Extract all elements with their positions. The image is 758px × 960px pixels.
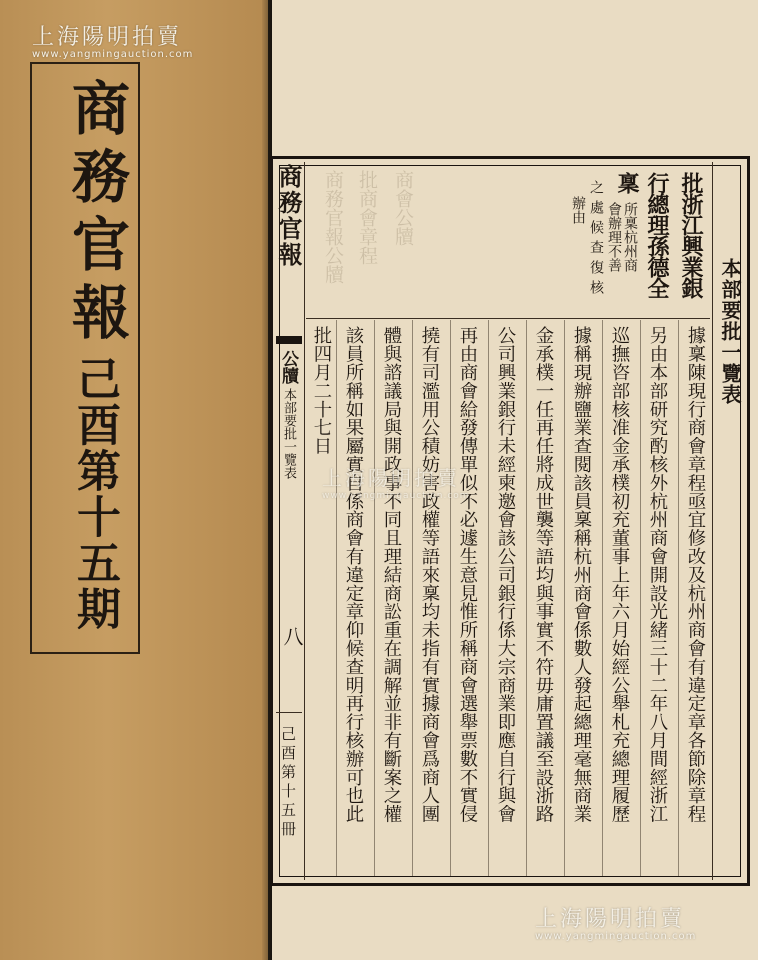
page-number: 八 [280,626,304,646]
issue-footer: 己酉第十五冊 [279,726,297,840]
entry-closing-right: 之處候查復核 [588,180,604,300]
cover-issue: 己酉第十五期 [69,356,120,632]
entry-date: 批四月二十七日 [311,326,332,455]
cover-title: 商務官報 [62,78,130,350]
entry-note-right: 所稟杭州商 [622,202,638,272]
entry-heading-line-1: 批浙江興業銀 [678,172,704,298]
body-column-1: 據稟陳現行商會章程亟宜修改及杭州商會有違定章各節除章程 [685,326,706,823]
body-column-6: 公司興業銀行未經柬邀會該公司銀行係大宗商業即應自行與會 [495,326,516,823]
running-title: 商務官報 [274,164,303,268]
body-column-5: 金承樸一任再任將成世襲等語均與事實不符毋庸置議至設浙路 [533,326,554,823]
body-column-4: 據稱現辦鹽業查閱該員稟稱杭州商會係數人發起總理毫無商業 [571,326,592,823]
watermark-top: 上海陽明拍賣 www.yangmingauction.com [32,25,194,60]
bleed-through: 商會公牘 [392,170,414,246]
body-column-3: 巡撫咨部核准金承樸初充董事上年六月始經公舉札充總理履歷 [609,326,630,823]
body-column-7: 再由商會給發傳單似不必遽生意見惟所稱商會選舉票數不實侵 [457,326,478,823]
watermark-middle: 上海陽明拍賣 www.yangmingauction.com [322,466,470,501]
section-label: 公牘 [278,350,298,384]
body-column-10: 該員所稱如果屬實自係商會有違定章仰候查明再行核辦可也此 [343,326,364,823]
cover-title-label [30,62,140,654]
book-cover [0,0,268,960]
bleed-through: 批商會章程 [356,170,378,265]
entry-subheading: 稟 [614,172,640,194]
entry-note-left: 會辦理不善 [606,202,622,272]
bleed-through: 商務官報公牘 [322,170,344,284]
entry-heading-line-2: 行總理孫德全 [644,172,670,298]
body-column-9: 體與諮議局與開政事不同且理結商訟重在調解並非有斷案之權 [381,326,402,823]
section-sub: 本部要批一覽表 [281,388,296,479]
table-title: 本部要批一覽表 [718,258,742,405]
body-column-8: 撓有司濫用公積妨害政權等語來稟均未指有實據商會爲商人團 [419,326,440,823]
entry-closing-left: 辦由 [570,196,586,224]
watermark-bottom: 上海陽明拍賣 www.yangmingauction.com [535,907,697,942]
body-column-2: 另由本部研究酌核外杭州商會開設光緒三十二年八月間經浙江 [647,326,668,823]
